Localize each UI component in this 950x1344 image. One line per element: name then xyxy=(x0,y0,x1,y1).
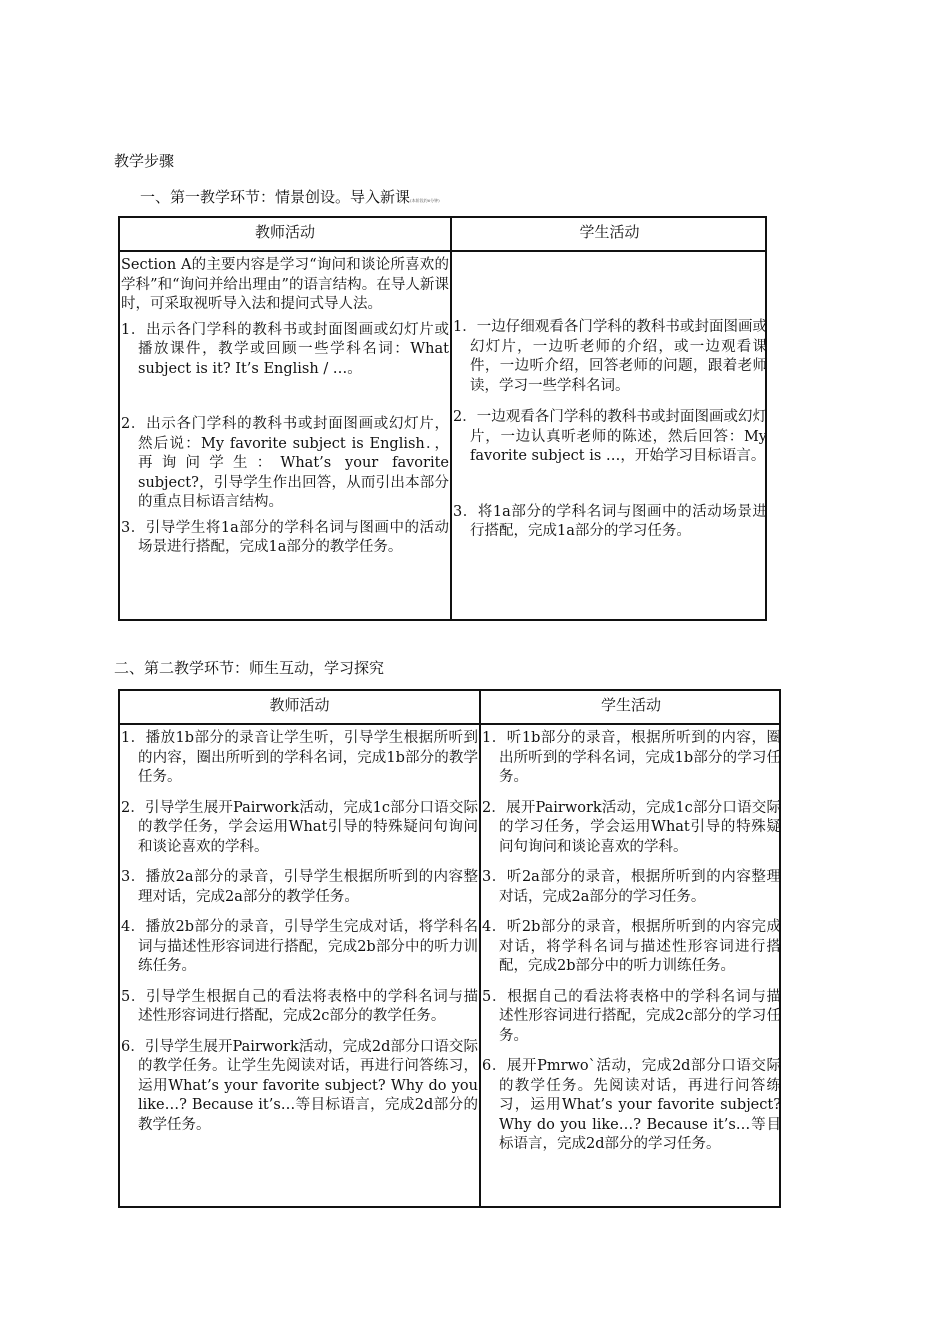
section1-col-teacher: 教师活动 xyxy=(254,223,315,241)
section2-teacher-item-4: 4．播放2b部分的录音，引导学生完成对话，将学科名词与描述性形容词进行搭配，完成2b部分中的听力训练任务。 xyxy=(121,919,478,974)
section2-teacher-item-1: 1．播放1b部分的录音让学生听，引导学生根据所听到的内容，圈出所听到的学科名词，完成1b部分的教学任务。 xyxy=(121,730,478,785)
section1-heading xyxy=(140,186,440,207)
section2-student-item-1: 1．听1b部分的录音，根据所听到的内容，圈出所听到的学科名词，完成1b部分的学习任务。 xyxy=(482,730,781,785)
section2-col-teacher: 教师活动 xyxy=(269,696,330,714)
section1-teacher-intro: Section A的主要内容是学习“询问和谈论所喜欢的学科”和“询问并给出理由”的语言结构。在导人新课时，可采取视听导入法和提问式导人法。 xyxy=(121,257,449,312)
section1-student-item-3: 3．将1a部分的学科名词与图画中的活动场景进行搭配，完成1a部分的学习任务。 xyxy=(453,503,767,539)
section1-teacher-cell xyxy=(121,256,449,558)
section1-student-cell xyxy=(453,318,767,542)
section2-student-item-5: 5．根据自己的看法将表格中的学科名词与描述性形容词进行搭配，完成2c部分的学习任务。 xyxy=(482,988,781,1044)
section1-student-item-2: 2．一边观看各门学科的教科书或封面图画或幻灯片，一边认真听老师的陈述，然后回答：My favorite subject is …，开始学习目标语言。 xyxy=(453,409,767,464)
section1-heading-text: 一、第一教学环节：情景创设。导入新课 xyxy=(140,188,411,206)
section2-teacher-cell xyxy=(121,729,478,1135)
section1-heading-note: (本阶段约6分钟) xyxy=(410,198,440,203)
section1-col-student: 学生活动 xyxy=(579,223,640,241)
section2-teacher-item-3: 3．播放2a部分的录音，引导学生根据所听到的内容整理对话，完成2a部分的教学任务。 xyxy=(121,869,478,905)
section2-table xyxy=(118,689,781,1208)
section1-table xyxy=(118,216,767,621)
section2-heading: 二、第二教学环节：师生互动，学习探究 xyxy=(114,659,385,677)
section2-student-cell xyxy=(482,729,781,1155)
page-title: 教学步骤 xyxy=(114,152,175,170)
section2-student-item-6: 6．展开Pmrwo`活动，完成2d部分口语交际的教学任务。先阅读对话，再进行问答练习，运用What’s your favorite subject? Why do you like…? Because it’s…等目标语言，完成2d部分的学习任务。 xyxy=(482,1058,781,1152)
section1-student-item-1: 1．一边仔细观看各门学科的教科书或封面图画或幻灯片，一边听老师的介绍，或一边观看课件，一边听介绍，回答老师的问题，跟着老师读，学习一些学科名词。 xyxy=(453,319,767,394)
section1-teacher-item-2: 2．出示各门学科的教科书或封面图画或幻灯片，然后说：My favorite subject is English．，再询问学生：What’s your favorite subject?，引导学生作出回答，从而引出本部分的重点目标语言结构。 xyxy=(121,416,449,510)
section1-teacher-item-1: 1．出示各门学科的教科书或封面图画或幻灯片或播放课件，教学或回顾一些学科名词：What subject is it? It’s English / …。 xyxy=(121,321,449,377)
section1-teacher-item-3: 3．引导学生将1a部分的学科名词与图画中的活动场景进行搭配，完成1a部分的教学任务。 xyxy=(121,519,449,555)
section2-teacher-item-6: 6．引导学生展开Pairwork活动，完成2d部分口语交际的教学任务。让学生先阅读对话，再进行问答练习，运用What’s your favorite subject? Why do you like…? Because it’s…等目标语言，完成2d部分的教学任务。 xyxy=(121,1038,478,1133)
section2-teacher-item-5: 5．引导学生根据自己的看法将表格中的学科名词与描述性形容词进行搭配，完成2c部分的教学任务。 xyxy=(121,988,478,1024)
section2-col-student: 学生活动 xyxy=(600,696,661,714)
section2-student-item-4: 4．听2b部分的录音，根据所听到的内容完成对话，将学科名词与描述性形容词进行搭配，完成2b部分中的听力训练任务。 xyxy=(482,919,781,974)
section2-teacher-item-2: 2．引导学生展开Pairwork活动，完成1c部分口语交际的教学任务，学会运用What引导的特殊疑问句询问和谈论喜欢的学科。 xyxy=(121,799,478,855)
section2-student-item-2: 2．展开Pairwork活动，完成1c部分口语交际的学习任务，学会运用What引导的特殊疑问句询问和谈论喜欢的学科。 xyxy=(482,799,781,855)
section2-student-item-3: 3．听2a部分的录音，根据所听到的内容整理对话，完成2a部分的学习任务。 xyxy=(482,869,781,905)
